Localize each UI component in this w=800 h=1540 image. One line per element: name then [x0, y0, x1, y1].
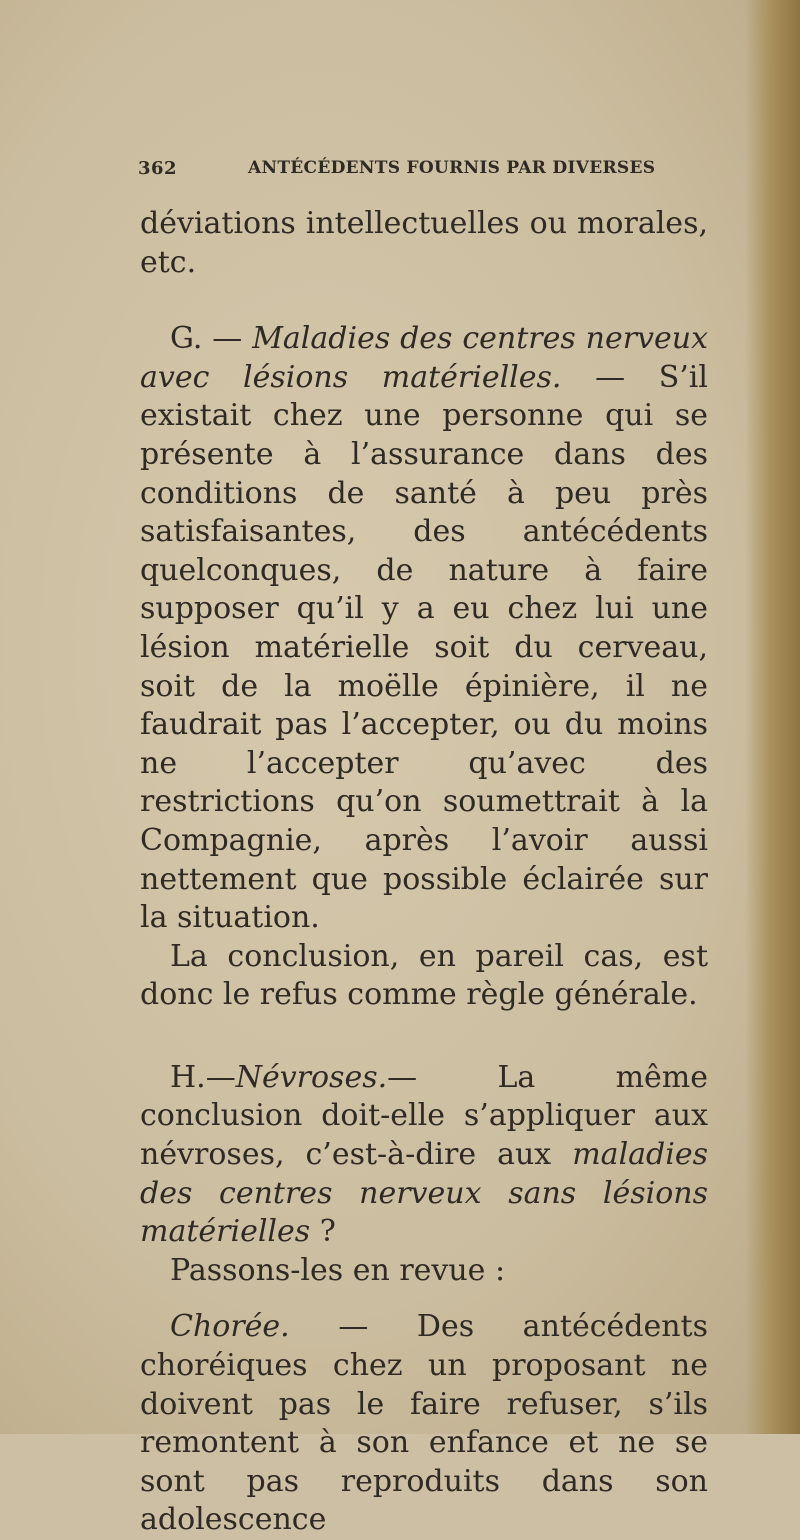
paragraph-conclusion [140, 938, 708, 1015]
paragraph-text: — Des antécédents choréiques chez un proposant ne doivent pas le faire refuser, s’ils remontent à son enfance et ne se sont pas reproduits dans son adolescence [140, 1309, 708, 1538]
paragraph-text: La conclusion, en pareil cas, est donc le refus comme règle générale. [140, 938, 708, 1013]
running-title: ANTÉCÉDENTS FOURNIS PAR DIVERSES [248, 158, 656, 178]
section-label: H.— [170, 1059, 236, 1095]
paragraph-text: — La même conclusion doit-elle s’appliquer aux névroses, c’est-à-dire aux [140, 1059, 708, 1173]
paragraph-text: déviations intellectuelles ou morales, etc. [140, 206, 708, 280]
section-title: Névroses. [235, 1059, 388, 1095]
page-header [138, 158, 718, 186]
page-number: 362 [138, 158, 178, 179]
paragraph-text: Passons-les en revue : [170, 1252, 506, 1288]
paragraph-continuation [140, 205, 708, 282]
paragraph-text-end: ? [310, 1214, 336, 1250]
paragraph-review [140, 1252, 708, 1291]
section-title: Chorée. [170, 1309, 290, 1345]
italic-phrase: maladies des centres nerveux sans lésions matérielles [140, 1137, 708, 1250]
section-title: Maladies des centres nerveux avec lésions matérielles. [140, 321, 708, 395]
paragraph-choree [140, 1308, 708, 1540]
paragraph-h [140, 1059, 708, 1252]
paragraph-g [140, 320, 708, 938]
paragraph-text: — S’il existait chez une personne qui se présente à l’assurance dans des conditions de santé à peu près satisfaisantes, des antécédents quelconques, de nature à faire supposer qu’il y a eu chez lui une lésion matérielle soit du cerveau, soit de la moëlle épinière, il ne faudrait pas l’accepter, ou du moins ne l’accepter qu’avec des restrictions qu’on soumettrait à la Compagnie, après l’avoir aussi nettement que possible éclairée sur la situation. [140, 359, 708, 936]
page-edge [745, 0, 800, 1434]
page-body [140, 205, 708, 1540]
section-label: G. — [170, 321, 253, 357]
